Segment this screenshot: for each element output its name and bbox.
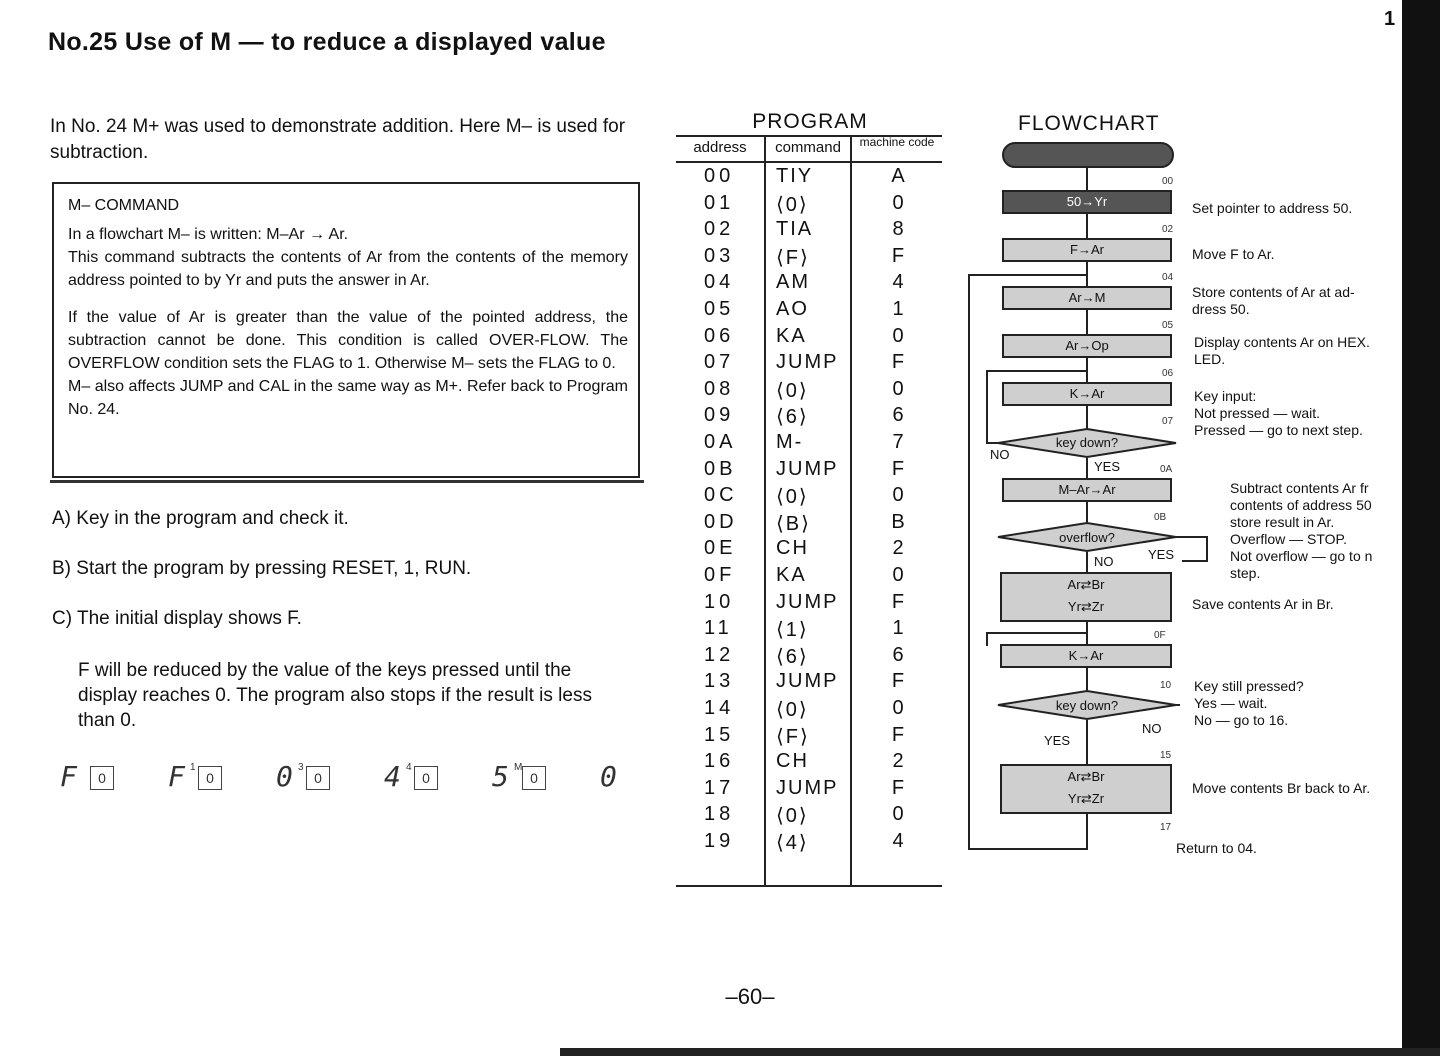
desc-restore: Move contents Br back to Ar. (1192, 780, 1371, 796)
command-cell: KA (776, 324, 807, 347)
flow-decision-overflow-label: overflow? (1059, 530, 1115, 545)
flow-box-save (1000, 572, 1172, 622)
machine-code-cell: 0 (892, 803, 904, 826)
command-p2: This command subtracts the contents of Ar from the contents of the memory address pointed to by Yr and puts the answer in Ar. (68, 249, 628, 289)
address-cell: 0D (704, 510, 738, 533)
flow-box-key-input-2: K→Ar (1000, 644, 1172, 668)
corner-mark: 1 (1384, 8, 1396, 30)
flow-box-display: Ar→Op (1002, 334, 1172, 358)
command-cell: AO (776, 298, 809, 320)
flow-box-restore-line1: Ar⇄Br (1067, 769, 1105, 784)
machine-code-cell: 0 (892, 377, 904, 400)
display-key-box: 0 (414, 766, 438, 790)
program-title: PROGRAM (752, 110, 868, 133)
flow-box-set-pointer: 50→Yr (1002, 190, 1172, 214)
command-cell: ⟨0⟩ (776, 193, 809, 216)
display-main-digit: 0 (276, 760, 293, 793)
command-cell: ⟨0⟩ (776, 805, 809, 828)
machine-code-cell: 2 (892, 750, 904, 773)
page-number: –60– (725, 984, 775, 1009)
machine-code-cell: 4 (892, 271, 904, 294)
machine-code-cell: 6 (892, 643, 904, 666)
machine-code-cell: F (891, 590, 905, 613)
address-cell: 02 (704, 218, 735, 241)
command-cell: M- (776, 431, 804, 453)
desc-set-pointer: Set pointer to address 50. (1192, 200, 1353, 216)
flow-yes-label-1: YES (1094, 459, 1121, 474)
machine-code-cell: 0 (892, 697, 904, 719)
address-cell: 05 (704, 298, 735, 320)
flow-no-label-3: NO (1142, 721, 1162, 736)
header-machine-code: machine code (859, 135, 935, 149)
display-key-box: 0 (198, 766, 222, 790)
addr-0B: 0B (1154, 512, 1167, 523)
address-cell: 04 (704, 271, 735, 294)
addr-05: 05 (1162, 320, 1174, 331)
command-cell: TIY (776, 165, 814, 187)
address-cell: 09 (704, 404, 735, 427)
flow-decision-key-down-2-label: key down? (1055, 698, 1119, 713)
address-cell: 01 (704, 191, 735, 214)
step-b: B) Start the program by pressing RESET, 1, RUN. (52, 558, 472, 579)
address-cell: 18 (704, 803, 735, 826)
address-cell: 14 (704, 697, 735, 719)
desc-return: Return to 04. (1176, 840, 1257, 856)
command-cell: ⟨0⟩ (776, 699, 809, 721)
machine-code-cell: A (891, 165, 905, 187)
address-cell: 0B (704, 457, 737, 480)
addr-00: 00 (1162, 176, 1174, 187)
address-cell: 0A (704, 431, 737, 453)
command-cell: ⟨B⟩ (776, 512, 811, 535)
desc-save: Save contents Ar in Br. (1192, 596, 1334, 612)
command-cell: JUMP (776, 590, 839, 613)
machine-code-cell: 6 (892, 404, 904, 427)
address-cell: 0F (704, 564, 736, 586)
command-cell: KA (776, 564, 807, 586)
desc-display: Display contents Ar on HEX. LED. (1194, 334, 1370, 367)
command-cell: AM (776, 271, 810, 294)
command-cell: JUMP (776, 457, 839, 480)
machine-code-cell: F (891, 457, 905, 480)
command-cell: CH (776, 750, 809, 773)
desc-subtract: Subtract contents Ar fr contents of address 50 store result in Ar. Overflow — STOP. Not overflow — go to n step. (1230, 480, 1373, 581)
command-p1: In a flowchart M– is written: M–Ar → Ar. (68, 226, 349, 243)
command-cell: ⟨1⟩ (776, 619, 809, 642)
machine-code-cell: F (891, 723, 905, 746)
machine-code-cell: F (891, 776, 905, 799)
display-key-indicator: 3 (298, 762, 304, 773)
scan-right-edge (1402, 0, 1440, 1056)
address-cell: 16 (704, 750, 735, 773)
machine-code-cell: F (891, 351, 905, 374)
address-cell: 08 (704, 377, 735, 400)
command-cell: JUMP (776, 776, 839, 799)
command-cell: JUMP (776, 351, 839, 374)
addr-17: 17 (1160, 822, 1172, 833)
page-title: No.25 Use of M — to reduce a displayed value (48, 28, 606, 56)
command-cell: ⟨F⟩ (776, 246, 810, 269)
address-cell: 19 (704, 830, 735, 852)
command-cell: ⟨0⟩ (776, 379, 809, 402)
flow-start-terminal (1002, 142, 1174, 168)
machine-code-cell: F (891, 670, 905, 693)
command-p3: If the value of Ar is greater than the value of the pointed address, the subtraction cannot be done. This condition is called OVER-FLOW. The OVERFLOW condition sets the FLAG to 1. Otherwise M– sets the FLAG to 0. (68, 309, 628, 372)
machine-code-cell: 0 (892, 191, 904, 214)
address-cell: 10 (704, 590, 735, 613)
command-cell: TIA (776, 218, 814, 241)
display-key-box: 0 (522, 766, 546, 790)
addr-04: 04 (1162, 272, 1174, 283)
machine-code-cell: 0 (892, 324, 904, 347)
address-cell: 07 (704, 351, 735, 374)
command-p4: M– also affects JUMP and CAL in the same way as M+. Refer back to Program No. 24. (68, 378, 628, 418)
machine-code-cell: 1 (892, 617, 904, 640)
addr-07: 07 (1162, 416, 1174, 427)
display-main-digit: 0 (600, 760, 617, 793)
address-cell: 12 (704, 643, 735, 666)
address-cell: 0C (704, 484, 738, 507)
flowchart-title: FLOWCHART (1018, 112, 1160, 135)
intro-paragraph: In No. 24 M+ was used to demonstrate addition. Here M– is used for subtraction. (50, 116, 626, 163)
display-main-digit: F (168, 760, 185, 793)
flow-box-restore (1000, 764, 1172, 814)
addr-02: 02 (1162, 224, 1174, 235)
header-command: command (775, 139, 841, 156)
address-cell: 17 (704, 776, 735, 799)
flow-box-save-line2: Yr⇄Zr (1067, 599, 1105, 614)
display-key-indicator: M (514, 762, 523, 773)
flow-yes-label-2: YES (1148, 547, 1175, 562)
addr-06: 06 (1162, 368, 1174, 379)
command-cell: JUMP (776, 670, 839, 693)
command-cell: ⟨6⟩ (776, 645, 809, 668)
machine-code-cell: 0 (892, 564, 904, 586)
flow-no-label-1: NO (990, 447, 1010, 462)
address-cell: 11 (704, 617, 733, 640)
machine-code-cell: 1 (892, 298, 904, 320)
address-cell: 06 (704, 324, 735, 347)
header-address: address (693, 139, 747, 156)
flow-box-key-input: K→Ar (1002, 382, 1172, 406)
address-cell: 03 (704, 244, 735, 267)
flow-box-save-line1: Ar⇄Br (1067, 577, 1105, 592)
address-cell: 13 (704, 670, 735, 693)
machine-code-cell: 0 (892, 484, 904, 507)
addr-0F: 0F (1154, 630, 1166, 641)
display-main-digit: 4 (384, 760, 401, 793)
step-a: A) Key in the program and check it. (52, 508, 349, 529)
machine-code-cell: 4 (892, 830, 904, 852)
machine-code-cell: F (891, 244, 905, 267)
flow-box-move-f: F→Ar (1002, 238, 1172, 262)
flow-no-label-2: NO (1094, 554, 1114, 569)
note-paragraph: F will be reduced by the value of the keys pressed until the display reaches 0. The program also stops if the result is less than 0. (78, 660, 592, 731)
desc-store: Store contents of Ar at ad- dress 50. (1192, 284, 1355, 317)
address-cell: 15 (704, 723, 735, 746)
flow-box-subtract: M–Ar→Ar (1002, 478, 1172, 502)
display-key-indicator: 1 (190, 762, 196, 773)
flow-decision-key-down-label: key down? (1055, 435, 1119, 450)
command-cell: ⟨0⟩ (776, 486, 809, 509)
command-cell: CH (776, 537, 809, 560)
machine-code-cell: 2 (892, 537, 904, 560)
scan-bottom-edge (560, 1048, 1440, 1056)
address-cell: 0E (704, 537, 737, 560)
command-cell: ⟨6⟩ (776, 406, 809, 429)
machine-code-cell: 7 (892, 431, 904, 453)
addr-15: 15 (1160, 750, 1172, 761)
addr-0A: 0A (1160, 464, 1173, 475)
command-heading: M– COMMAND (68, 197, 180, 214)
display-main-digit: 5 (492, 760, 509, 793)
desc-key-input: Key input: Not pressed — wait. Pressed — go to next step. (1194, 388, 1363, 438)
display-key-indicator: 4 (406, 762, 412, 773)
display-main-digit: F (60, 760, 77, 793)
command-cell: ⟨F⟩ (776, 725, 810, 748)
desc-move-f: Move F to Ar. (1192, 246, 1275, 262)
machine-code-cell: B (891, 510, 905, 533)
flow-box-store: Ar→M (1002, 286, 1172, 310)
step-c: C) The initial display shows F. (52, 608, 302, 629)
flow-yes-label-3: YES (1044, 733, 1071, 748)
desc-key-still: Key still pressed? Yes — wait. No — go to 16. (1194, 678, 1304, 728)
display-key-box: 0 (306, 766, 330, 790)
flow-box-restore-line2: Yr⇄Zr (1067, 791, 1105, 806)
display-key-box: 0 (90, 766, 114, 790)
addr-10: 10 (1160, 680, 1172, 691)
address-cell: 00 (704, 165, 735, 187)
command-cell: ⟨4⟩ (776, 832, 809, 854)
machine-code-cell: 8 (892, 218, 904, 241)
